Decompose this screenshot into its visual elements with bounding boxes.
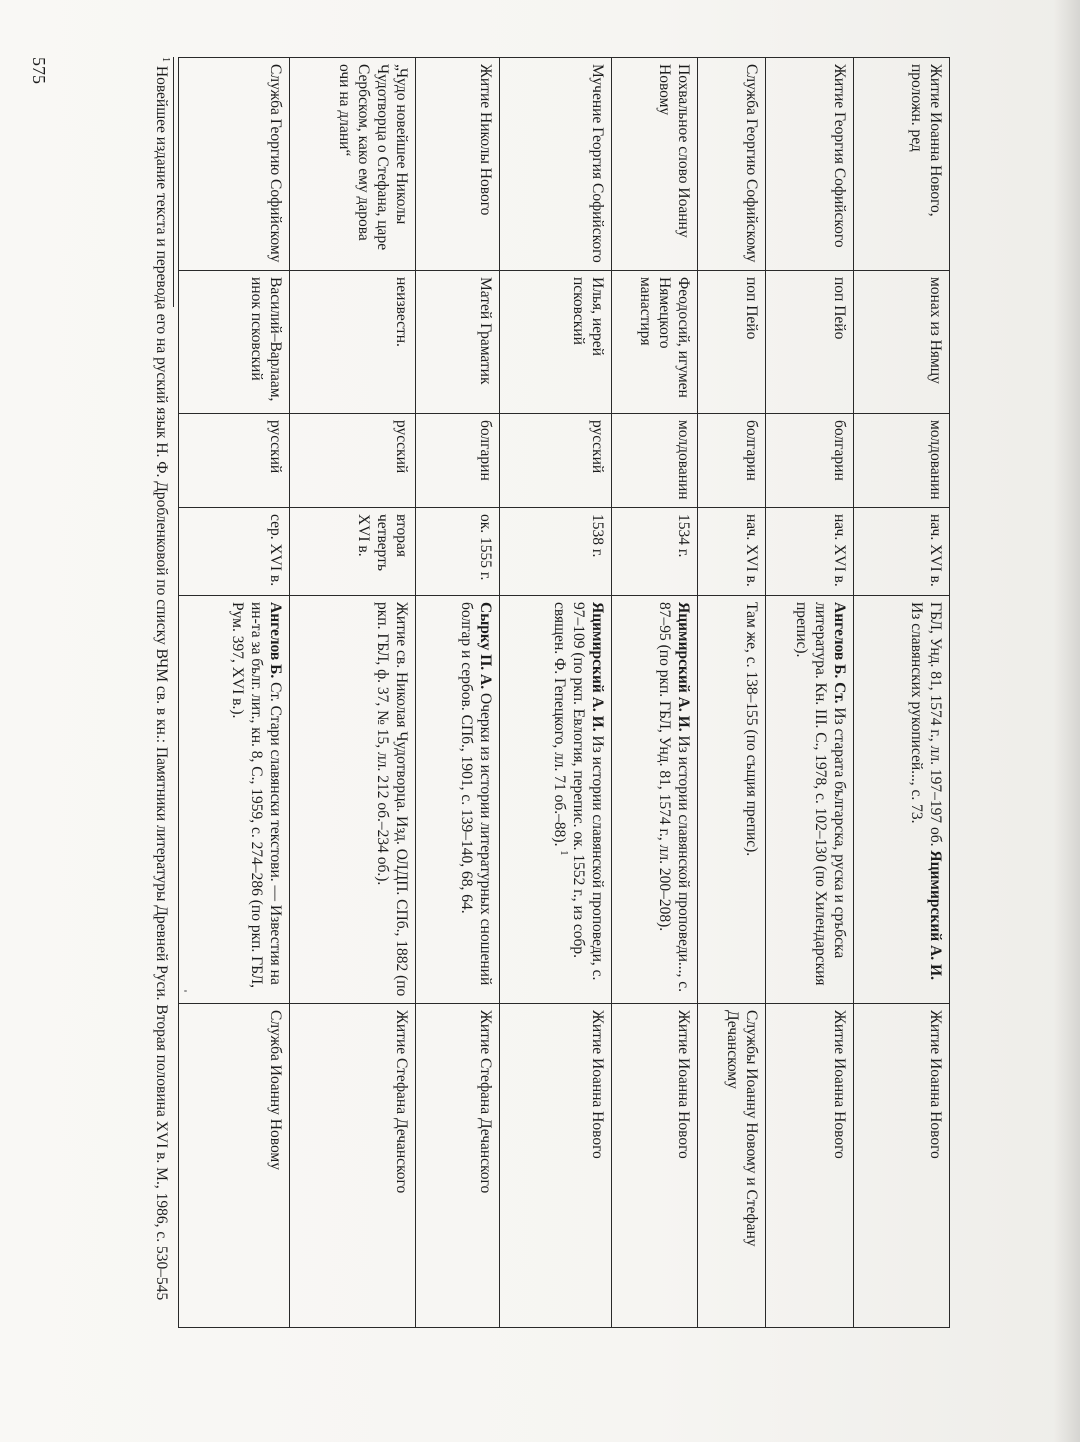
date-cell <box>179 508 290 596</box>
work-title-text: Служба Георгию Софийскому <box>266 64 284 263</box>
source-author: Сырку П. А. <box>476 602 494 690</box>
table-row <box>698 58 766 1328</box>
footnote-mark: 1 <box>160 57 172 62</box>
date-cell <box>698 508 766 596</box>
footnote-rule <box>173 57 174 307</box>
date-text: сер. XVI в. <box>266 514 284 587</box>
related-work-cell <box>289 1004 415 1328</box>
related-work-cell <box>698 1004 766 1328</box>
nationality-text: болгарин <box>742 420 760 481</box>
author-text: Василий–Варлаам, инок псковский <box>247 277 284 402</box>
nationality-cell <box>289 414 415 508</box>
related-work-text: Житие Иоанна Нового <box>675 1010 693 1159</box>
date-text: вторая четверть XVI в. <box>354 514 410 571</box>
source-cell <box>765 596 853 1004</box>
author-cell <box>499 271 611 414</box>
work-title-cell <box>179 58 290 271</box>
date-cell <box>415 508 499 596</box>
date-cell <box>289 508 415 596</box>
work-title-cell <box>499 58 611 271</box>
work-title-cell <box>289 58 415 271</box>
date-cell <box>765 508 853 596</box>
table-row <box>289 58 415 1328</box>
source-footnote-ref: 1 <box>558 850 570 856</box>
source-cell <box>289 596 415 1004</box>
nationality-cell <box>765 414 853 508</box>
nationality-cell <box>611 414 697 508</box>
work-title-text: Мучение Георгия Софийского <box>588 64 606 263</box>
author-cell <box>765 271 853 414</box>
author-text: поп Пейо <box>742 277 760 340</box>
related-work-text: Житие Иоанна Нового <box>927 1010 944 1159</box>
date-cell <box>854 508 950 596</box>
source-cell <box>854 596 950 1004</box>
related-work-text: Житие Иоанна Нового <box>588 1010 606 1159</box>
date-text: нач. XVI в. <box>742 514 760 587</box>
related-work-cell <box>765 1004 853 1328</box>
date-text: нач. XVI в. <box>927 514 944 587</box>
nationality-text: русский <box>588 420 606 474</box>
footnote-body: Новейшее издание текста и перевода его на руский язык Н. Ф. Дробленковой по списку ВЧМ св. в кн.: Памятники литературы Древней Руси. Вторая половина XVI в. М., 1986, с. 530–545 <box>153 65 170 1301</box>
work-title-text: Служба Георгию Софийскому <box>742 64 760 263</box>
page-fold-shadow <box>1054 0 1080 1442</box>
work-title-cell <box>415 58 499 271</box>
source-text: Ст. Стари славянски текстови. — Известия на ин-та за бълг. лит., кн. 8, С., 1959, с. 274–286 (по ркп. ГБЛ, Рум. 397, XVI в.). <box>228 602 284 989</box>
source-author: Ангелов Б. Ст. <box>831 602 849 704</box>
nationality-text: русский <box>266 420 284 474</box>
author-cell <box>415 271 499 414</box>
page-number: 575 <box>29 57 49 84</box>
related-work-text: Житие Стефана Дечанского <box>392 1010 410 1194</box>
work-title-cell <box>765 58 853 271</box>
source-cell <box>415 596 499 1004</box>
nationality-text: болгарин <box>831 420 849 481</box>
work-title-text: Житие Иоанна Нового, проложн. ред <box>908 64 944 217</box>
related-work-cell <box>611 1004 697 1328</box>
date-cell <box>611 508 697 596</box>
author-text: Матей Граматик <box>476 277 494 385</box>
related-work-cell <box>499 1004 611 1328</box>
source-cell <box>611 596 697 1004</box>
source-author: Ангелов Б. <box>266 602 284 679</box>
source-author: Яцимирский А. И. <box>675 602 693 732</box>
source-cell <box>698 596 766 1004</box>
author-text: Илья, иерей псковский <box>569 277 606 356</box>
nationality-text: молдованин <box>927 420 944 500</box>
nationality-cell <box>698 414 766 508</box>
date-text: ок. 1555 г. <box>476 514 494 581</box>
date-text: 1538 г. <box>588 514 606 558</box>
source-text: Очерки из истории литературных сношений болгар и сербов. СПб., 1901, с. 139–140, 68, 64. <box>457 602 494 986</box>
author-cell <box>611 271 697 414</box>
table-row <box>179 58 290 1328</box>
source-text: Житие св. Николая Чудотворца. Изд. ОЛДП. СПб., 1882 (по ркп. ГБЛ, ф. 37, № 15, лл. 212 об.–234 об.). <box>373 602 410 997</box>
source-text: Из истории славянской проповеди..., с. 87–95 (по ркп. ГБЛ, Унд. 81, 1574 г., лл. 200–208). <box>656 602 693 992</box>
source-text: Там же, с. 138–155 (по същия препис). <box>742 602 760 857</box>
table-row <box>611 58 697 1328</box>
work-title-text: Похвальное слово Иоанну Новому <box>656 64 693 238</box>
source-text: ГБЛ, Унд. 81, 1574 г., лл. 197–197 об. <box>927 602 944 847</box>
work-title-cell <box>611 58 697 271</box>
nationality-cell <box>499 414 611 508</box>
related-work-cell <box>179 1004 290 1328</box>
source-cell <box>179 596 290 1004</box>
author-cell <box>289 271 415 414</box>
source-cell <box>499 596 611 1004</box>
source-text: Из старата българска, руска и сръбска литература. Кн. III. С., 1978, с. 102–130 (по Хилендарския препис). <box>793 602 849 986</box>
date-cell <box>499 508 611 596</box>
table-row <box>765 58 853 1328</box>
author-text: неизвестн. <box>392 277 410 347</box>
table-row <box>415 58 499 1328</box>
nationality-cell <box>179 414 290 508</box>
table-row <box>854 58 950 1328</box>
nationality-text: молдованин <box>675 420 693 500</box>
author-cell <box>179 271 290 414</box>
work-title-text: „Чудо новейшее Николы Чудотворца о Стефана, царе Сербском, како ему дарова очи на длани“ <box>335 64 410 251</box>
nationality-cell <box>854 414 950 508</box>
author-cell <box>698 271 766 414</box>
related-work-text: Служба Иоанну Новому <box>266 1010 284 1170</box>
work-title-text: Житие Николы Нового <box>476 64 494 216</box>
nationality-cell <box>415 414 499 508</box>
author-text: монах из Нямцу <box>927 277 944 384</box>
source-author-2: Яцимирский А. И. <box>927 850 944 980</box>
works-table-body <box>179 58 950 1328</box>
footnote-text <box>152 57 171 1325</box>
author-text: Феодосий, игумен Нямецкого манастиря <box>637 277 693 398</box>
nationality-text: болгарин <box>476 420 494 481</box>
rotated-page-content <box>29 57 950 1327</box>
works-table <box>178 57 950 1328</box>
related-work-cell <box>854 1004 950 1328</box>
work-title-cell <box>854 58 950 271</box>
date-text: нач. XVI в. <box>831 514 849 587</box>
work-title-text: Житие Георгия Софийского <box>831 64 849 248</box>
date-text: 1534 г. <box>675 514 693 558</box>
author-cell <box>854 271 950 414</box>
nationality-text: русский <box>392 420 410 474</box>
source-author: Яцимирский А. И. <box>588 602 606 732</box>
table-row <box>499 58 611 1328</box>
work-title-cell <box>698 58 766 271</box>
related-work-text: Житие Иоанна Нового <box>831 1010 849 1159</box>
related-work-text: Службы Иоанну Новому и Стефану Дечанскому <box>723 1010 760 1247</box>
related-work-text: Житие Стефана Дечанского <box>476 1010 494 1194</box>
author-text: поп Пейо <box>831 277 849 340</box>
source-text-2: Из славянских рукописей..., с. 73. <box>908 602 925 824</box>
source-text: Из истории славянской проповеди, с. 97–109 (по ркп. Евлогия, перепис. ок. 1552 г., из собр. священ. Ф. Гепецкого, лл. 71 об.–88). <box>550 602 606 981</box>
related-work-cell <box>415 1004 499 1328</box>
